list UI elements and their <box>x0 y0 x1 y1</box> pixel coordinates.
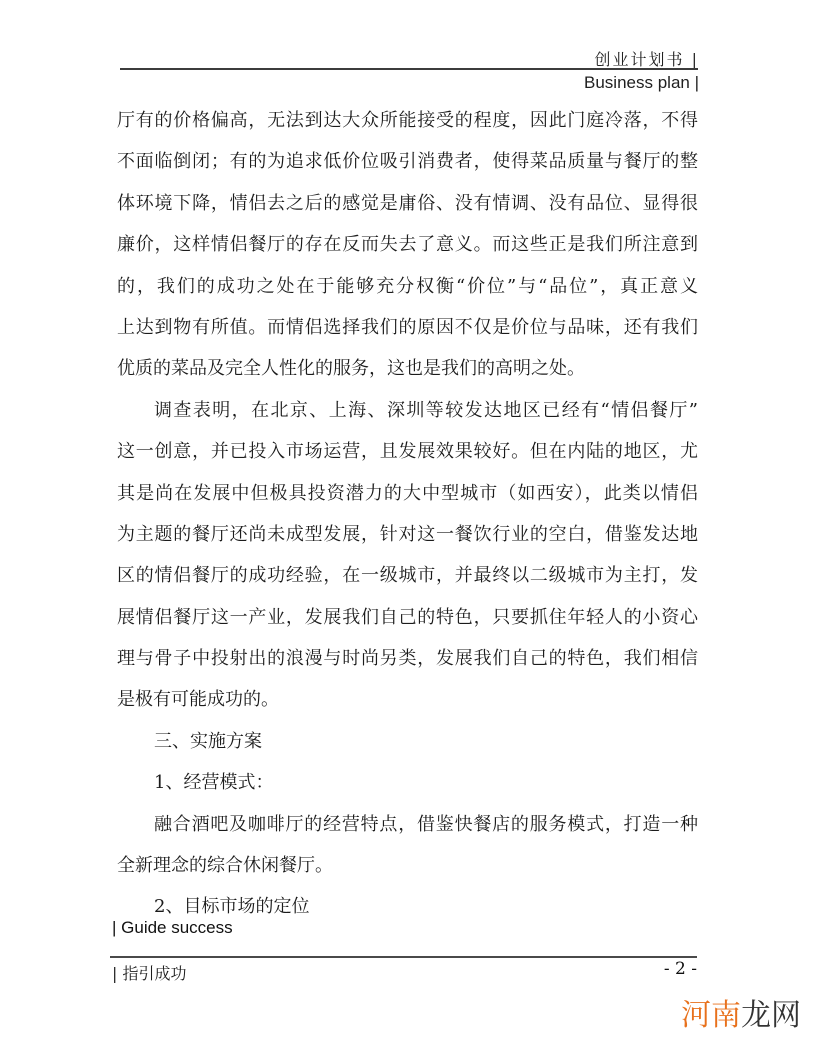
subsection-heading: 1、经营模式： <box>154 772 274 794</box>
body-line: 融合酒吧及咖啡厅的经营特点，借鉴快餐店的服务模式，打造一种 <box>154 813 698 835</box>
body-line: 的，我们的成功之处在于能够充分权衡“价位”与“品位”，真正意义 <box>117 275 698 297</box>
body-line: 上达到物有所值。而情侣选择我们的原因不仅是价位与品味，还有我们 <box>117 316 698 338</box>
body-line: 为主题的餐厅还尚未成型发展，针对这一餐饮行业的空白，借鉴发达地 <box>117 523 698 545</box>
footer-divider <box>110 956 697 958</box>
section-heading: 三、实施方案 <box>154 730 262 752</box>
watermark-dark-text: 龙网 <box>741 998 801 1033</box>
body-line: 优质的菜品及完全人性化的服务，这也是我们的高明之处。 <box>117 358 585 380</box>
body-line: 这一创意，并已投入市场运营，且发展效果较好。但在内陆的地区，尤 <box>117 441 698 463</box>
body-line: 展情侣餐厅这一产业，发展我们自己的特色，只要抓住年轻人的小资心 <box>117 606 698 628</box>
body-line: 全新理念的综合休闲餐厅。 <box>117 855 333 877</box>
body-line: 区的情侣餐厅的成功经验，在一级城市，并最终以二级城市为主打，发 <box>117 565 698 587</box>
header-title-en: Business plan | <box>584 73 699 92</box>
body-line: 廉价，这样情侣餐厅的存在反而失去了意义。而这些正是我们所注意到 <box>117 234 698 256</box>
footer-brand-en: | Guide success <box>112 918 233 937</box>
body-line: 其是尚在发展中但极具投资潜力的大中型城市（如西安），此类以情侣 <box>117 482 698 504</box>
page-number: - 2 - <box>663 959 697 979</box>
header-title-cn: 创业计划书 | <box>594 50 699 69</box>
footer-brand-cn: | 指引成功 <box>112 964 187 983</box>
body-line: 不面临倒闭；有的为追求低价位吸引消费者，使得菜品质量与餐厅的整 <box>117 151 698 173</box>
body-line: 理与骨子中投射出的浪漫与时尚另类，发展我们自己的特色，我们相信 <box>117 648 698 670</box>
subsection-heading: 2、目标市场的定位 <box>154 896 310 918</box>
watermark-accent-text: 河南 <box>681 998 741 1033</box>
body-line: 厅有的价格偏高，无法到达大众所能接受的程度，因此门庭冷落，不得 <box>117 110 698 131</box>
header-divider <box>120 68 698 70</box>
body-line: 体环境下降，情侣去之后的感觉是庸俗、没有情调、没有品位、显得很 <box>117 192 698 214</box>
document-body <box>117 100 698 928</box>
site-watermark <box>681 999 801 1033</box>
body-line: 调查表明，在北京、上海、深圳等较发达地区已经有“情侣餐厅” <box>154 399 698 421</box>
body-line: 是极有可能成功的。 <box>117 689 279 711</box>
